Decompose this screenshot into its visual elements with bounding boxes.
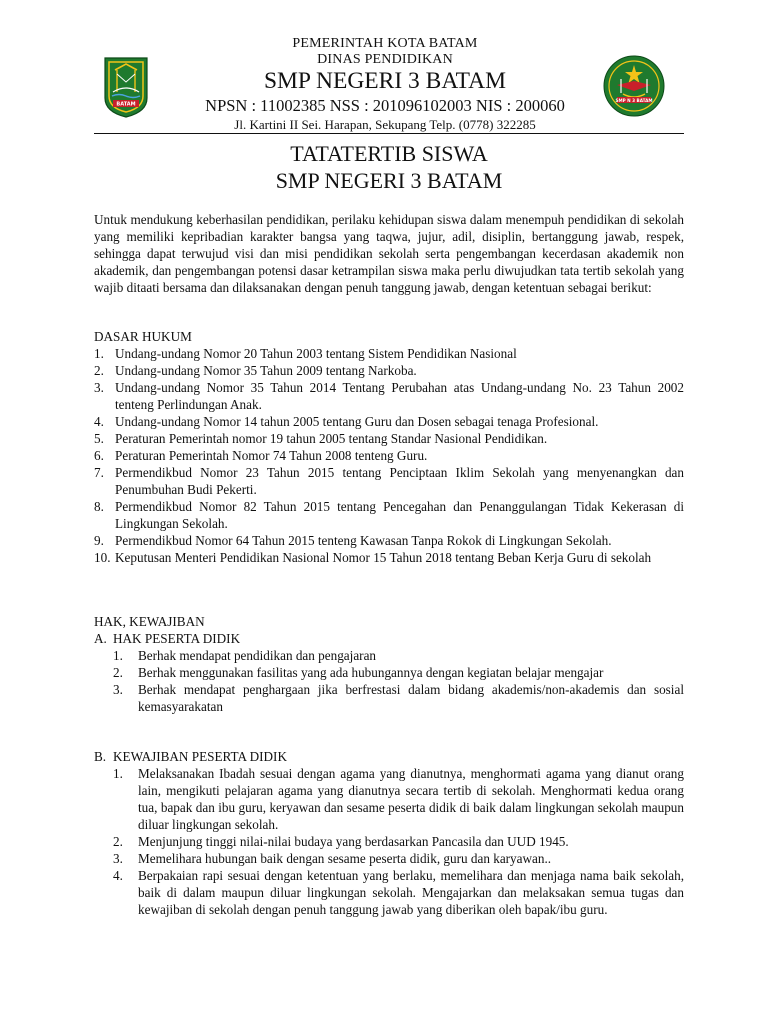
item-text: Undang-undang Nomor 35 Tahun 2009 tentang Narkoba.	[115, 363, 417, 378]
item-number: 3.	[113, 682, 123, 697]
section-label: A.	[94, 631, 107, 646]
item-text: Permendikbud Nomor 82 Tahun 2015 tentang Pencegahan dan Penanggulangan Tidak Kekerasan di Lingkungan Sekolah.	[115, 499, 684, 531]
list-item	[94, 362, 684, 379]
item-text: Berhak menggunakan fasilitas yang ada hubungannya dengan kegiatan belajar mengajar	[138, 665, 604, 680]
item-number: 2.	[94, 363, 104, 378]
item-number: 2.	[113, 834, 123, 849]
item-text: Keputusan Menteri Pendidikan Nasional Nomor 15 Tahun 2018 tentang Beban Kerja Guru di sekolah	[115, 550, 652, 565]
item-text: Berhak mendapat penghargaan jika berfrestasi dalam bidang akademis/non-akademis dan sosial kemasyarakatan	[138, 682, 684, 714]
item-number: 6.	[94, 448, 104, 463]
batam-city-logo	[103, 56, 149, 118]
dasar-hukum-heading: DASAR HUKUM	[94, 329, 192, 344]
svg-text:SMP N 3 BATAM: SMP N 3 BATAM	[615, 97, 653, 103]
school-name: SMP NEGERI 3 BATAM	[263, 68, 507, 94]
item-number: 1.	[113, 766, 123, 781]
item-text: Berpakaian rapi sesuai dengan ketentuan yang berlaku, memelihara dan menjaga nama baik sekolah, baik di dalam maupun diluar lingkungan sekolah. Mengajarkan dan melaksakan semua tugas dan kewajiban di sekolah dengan penuh tanggung jawab yang diberikan oleh bapak/ibu guru.	[138, 868, 684, 917]
list-item	[94, 549, 684, 566]
item-text: Memelihara hubungan baik dengan sesame peserta didik, guru dan karyawan..	[138, 851, 552, 866]
government-name: PEMERINTAH KOTA BATAM	[292, 36, 478, 51]
list-item	[113, 867, 684, 918]
list-item	[113, 765, 684, 833]
item-number: 3.	[113, 851, 123, 866]
item-number: 8.	[94, 499, 104, 514]
item-number: 4.	[113, 868, 123, 883]
list-item	[113, 647, 684, 664]
list-item	[94, 498, 684, 532]
intro-paragraph: Untuk mendukung keberhasilan pendidikan, perilaku kehidupan siswa dalam menempuh pendidikan di sekolah yang memiliki kepribadian karakter bangsa yang taqwa, jujur, adil, disiplin, bertanggung jawab, respek, sehingga dapat terwujud visi dan misi pendidikan sekolah serta pengembangan kecerdasan akademik non akademik, dan pengembangan potensi dasar ketrampilan siswa maka perlu diwujudkan tata tertib sekolah yang wajib ditaati bersama dan dilaksanakan dengan penuh tanggung jawab, dengan ketentuan sebagai berikut:	[94, 212, 684, 295]
item-text: Berhak mendapat pendidikan dan pengajaran	[138, 648, 377, 663]
item-text: Permendikbud Nomor 64 Tahun 2015 tenteng Kawasan Tanpa Rokok di Lingkungan Sekolah.	[115, 533, 612, 548]
letterhead-divider	[94, 133, 684, 134]
section-title: KEWAJIBAN PESERTA DIDIK	[113, 749, 287, 764]
dasar-hukum-list	[94, 345, 684, 566]
item-text: Peraturan Pemerintah nomor 19 tahun 2005 tentang Standar Nasional Pendidikan.	[115, 431, 548, 446]
item-number: 2.	[113, 665, 123, 680]
item-text: Undang-undang Nomor 20 Tahun 2003 tentang Sistem Pendidikan Nasional	[115, 346, 517, 361]
hak-kewajiban-heading: HAK, KEWAJIBAN	[94, 614, 205, 629]
list-item	[94, 379, 684, 413]
list-item	[113, 850, 684, 867]
list-item	[113, 681, 684, 715]
item-number: 4.	[94, 414, 104, 429]
list-item	[94, 413, 684, 430]
kewajiban-peserta-didik-heading	[94, 748, 287, 765]
school-identifiers: NPSN : 11002385 NSS : 201096102003 NIS : 200060	[205, 96, 565, 115]
hak-peserta-didik-list	[113, 647, 684, 715]
item-number: 10.	[94, 550, 111, 565]
document-title: TATATERTIB SISWA	[290, 141, 488, 166]
item-number: 3.	[94, 380, 104, 395]
item-text: Undang-undang Nomor 14 tahun 2005 tentang Guru dan Dosen sebagai tenaga Profesional.	[115, 414, 599, 429]
item-number: 5.	[94, 431, 104, 446]
item-number: 7.	[94, 465, 104, 480]
svg-text:BATAM: BATAM	[116, 101, 136, 108]
list-item	[94, 532, 684, 549]
item-text: Menjunjung tinggi nilai-nilai budaya yang berdasarkan Pancasila dan UUD 1945.	[138, 834, 569, 849]
item-text: Peraturan Pemerintah Nomor 74 Tahun 2008 tenteng Guru.	[115, 448, 428, 463]
section-title: HAK PESERTA DIDIK	[113, 631, 241, 646]
list-item	[94, 464, 684, 498]
item-text: Melaksanakan Ibadah sesuai dengan agama yang dianutnya, menghormati agama yang dianut orang lain, mengikuti pelajaran agama yang dianutnya secara tertib di sekolah. Menghormati kedua orang tua, bapak dan ibu guru, keryawan dan sesame peserta didik di baik dalam lingkungan sekolah maupun diluar lingkungan sekolah.	[138, 766, 684, 832]
item-number: 1.	[113, 648, 123, 663]
document-subtitle: SMP NEGERI 3 BATAM	[275, 168, 503, 193]
list-item	[94, 345, 684, 362]
department-name: DINAS PENDIDIKAN	[317, 52, 453, 67]
list-item	[94, 430, 684, 447]
list-item	[113, 833, 684, 850]
hak-peserta-didik-heading	[94, 630, 240, 647]
list-item	[113, 664, 684, 681]
item-number: 1.	[94, 346, 104, 361]
item-number: 9.	[94, 533, 104, 548]
kewajiban-peserta-didik-list	[113, 765, 684, 918]
list-item	[94, 447, 684, 464]
section-label: B.	[94, 749, 107, 764]
item-text: Undang-undang Nomor 35 Tahun 2014 Tentang Perubahan atas Undang-undang No. 23 Tahun 2002 tenteng Perlindungan Anak.	[115, 380, 684, 412]
school-address: Jl. Kartini II Sei. Harapan, Sekupang Telp. (0778) 322285	[234, 117, 536, 132]
item-text: Permendikbud Nomor 23 Tahun 2015 tentang Penciptaan Iklim Sekolah yang menyenangkan dan Penumbuhan Budi Pekerti.	[115, 465, 684, 497]
